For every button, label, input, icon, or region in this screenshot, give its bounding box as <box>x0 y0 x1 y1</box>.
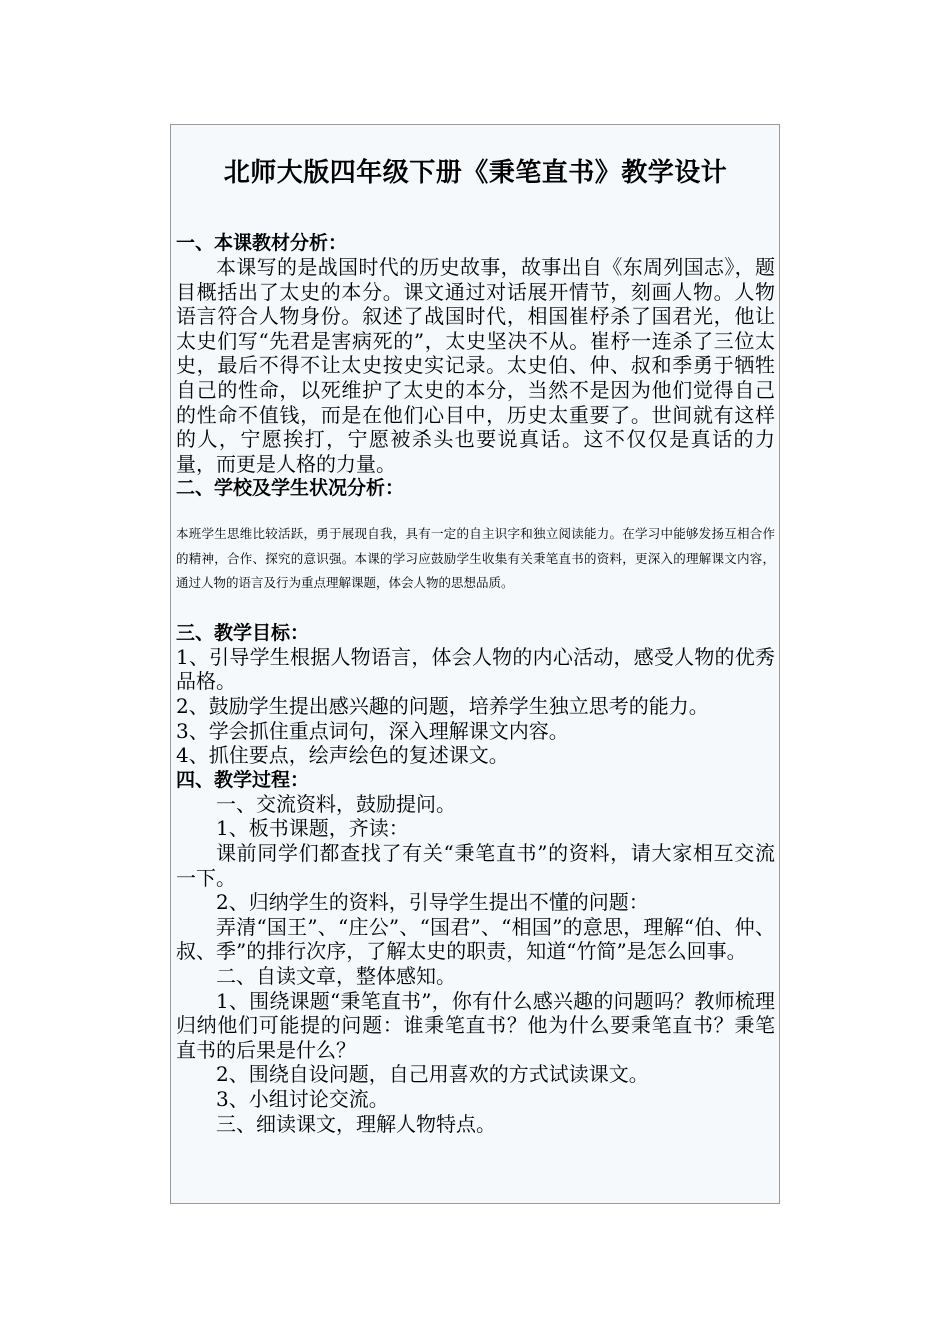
section-heading-teaching-process: 四、教学过程： <box>176 768 310 791</box>
process-line: 弄清“国王”、“庄公”、“国君”、“相国”的意思，理解“伯、仲、叔、季”的排行次序，了解太史的职责，知道“竹简”是怎么回事。 <box>176 914 775 964</box>
process-line: 1、板书课题，齐读： <box>216 816 409 841</box>
process-line: 2、归纳学生的资料，引导学生提出不懂的问题： <box>216 890 649 915</box>
process-line: 3、小组讨论交流。 <box>216 1086 389 1111</box>
document-body <box>171 153 779 1136</box>
process-line: 一、交流资料，鼓励提问。 <box>216 791 456 816</box>
textbook-analysis-paragraph: 本课写的是战国时代的历史故事，故事出自《东周列国志》，题目概括出了太史的本分。课文通过对话展开情节，刻画人物。人物语言符合人物身份。叙述了战国时代，相国崔杼杀了国君光，他让太史们写“先君是害病死的”，太史坚决不从。崔杼一连杀了三位太史，最后不得不让太史按史实记录。太史伯、仲、叔和季勇于牺牲自己的性命，以死维护了太史的本分，当然不是因为他们觉得自己的性命不值钱，而是在他们心目中，历史太重要了。世间就有这样的人，宁愿挨打，宁愿被杀头也要说真话。这不仅仅是真话的力量，而更是人格的力量。 <box>176 255 775 476</box>
process-line: 2、围绕自设问题，自己用喜欢的方式试读课文。 <box>216 1062 649 1087</box>
document-page <box>170 124 780 1204</box>
teaching-goal-item: 1、引导学生根据人物语言，体会人物的内心活动，感受人物的优秀品格。 <box>176 644 775 694</box>
process-line: 1、围绕课题“秉笔直书”，你有什么感兴趣的问题吗？教师梳理归纳他们可能提的问题：谁秉笔直书？他为什么要秉笔直书？秉笔直书的后果是什么？ <box>176 988 775 1062</box>
teaching-goal-item: 4、抓住要点，绘声绘色的复述课文。 <box>176 743 509 768</box>
process-line: 课前同学们都查找了有关“秉笔直书”的资料，请大家相互交流一下。 <box>176 841 775 890</box>
section-heading-textbook-analysis: 一、本课教材分析： <box>176 232 348 254</box>
section-heading-teaching-goals: 三、教学目标： <box>176 621 310 644</box>
teaching-goal-item: 2、鼓励学生提出感兴趣的问题，培养学生独立思考的能力。 <box>176 694 709 719</box>
student-analysis-paragraph: 本班学生思维比较活跃，勇于展现自我，具有一定的自主识字和独立阅读能力。在学习中能够发扬互相合作的精神，合作、探究的意识强。本课的学习应鼓励学生收集有关秉笔直书的资料，更深入的理解课文内容，通过人物的语言及行为重点理解课题，体会人物的思想品质。 <box>176 526 775 591</box>
spacer <box>176 596 775 621</box>
page-title: 北师大版四年级下册《秉笔直书》教学设计 <box>223 158 728 188</box>
teaching-goal-item: 3、学会抓住重点词句，深入理解课文内容。 <box>176 718 569 743</box>
section-heading-student-analysis: 二、学校及学生状况分析： <box>176 477 405 500</box>
process-line: 二、自读文章，整体感知。 <box>216 963 456 988</box>
process-line: 三、细读课文，理解人物特点。 <box>216 1111 496 1136</box>
